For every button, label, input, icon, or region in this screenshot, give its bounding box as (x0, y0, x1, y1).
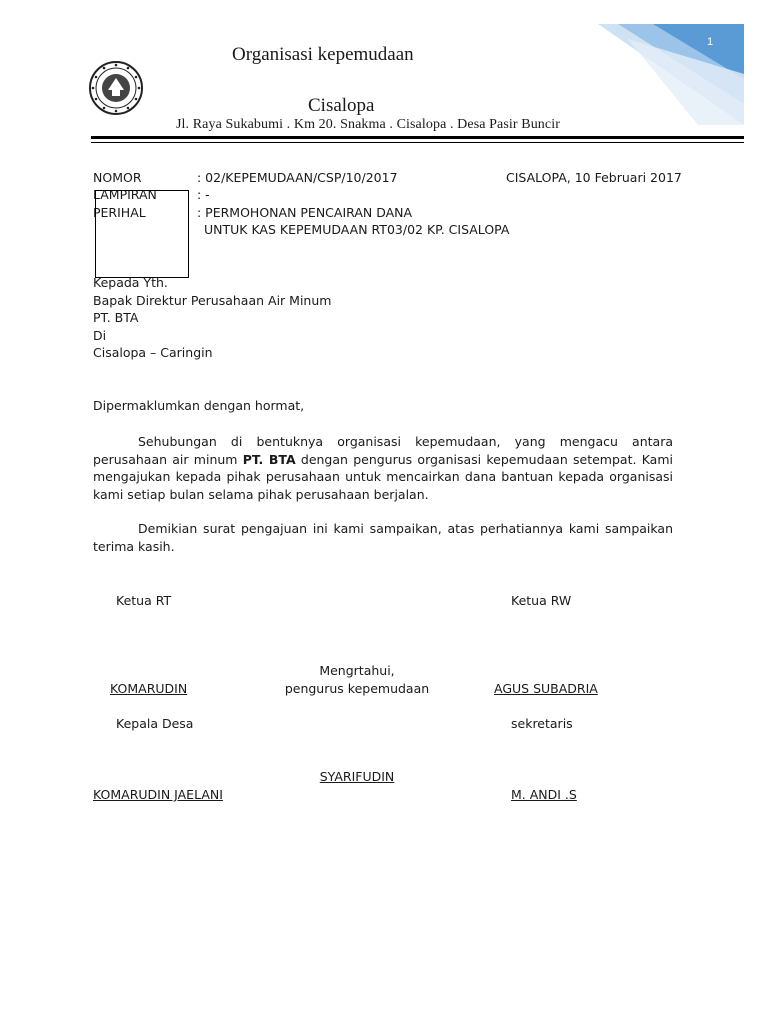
org-city: Cisalopa (308, 95, 375, 116)
perihal-value-2: UNTUK KAS KEPEMUDAAN RT03/02 KP. CISALOPA (204, 222, 510, 237)
pengurus-title: pengurus kepemudaan (284, 681, 430, 696)
lampiran-label: LAMPIRAN (93, 187, 157, 202)
header-rule-thin (91, 142, 744, 143)
ketua-rw-title: Ketua RW (511, 593, 572, 608)
lampiran-value: : - (197, 187, 210, 202)
sekretaris-title: sekretaris (511, 716, 573, 731)
pengurus-name: SYARIFUDIN (319, 769, 395, 784)
org-name: Organisasi kepemudaan (232, 44, 414, 65)
recipient-line-4: Di (93, 328, 107, 343)
recipient-line-2: Bapak Direktur Perusahaan Air Minum (93, 293, 332, 308)
sekretaris-name: M. ANDI .S (511, 787, 577, 802)
organization-emblem-icon (88, 60, 144, 116)
greeting: Dipermaklumkan dengan hormat, (93, 398, 305, 413)
org-address: Jl. Raya Sukabumi . Km 20. Snakma . Cisalopa . Desa Pasir Buncir (176, 117, 560, 132)
paragraph-1: Sehubungan di bentuknya organisasi kepemudaan, yang mengacu antara perusahaan air minum PT. BTA dengan pengurus organisasi kepemudaan setempat. Kami mengajukan kepada pihak perusahaan untuk mencairkan dana bantuan kepada organisasi kami setiap bulan selama pihak perusahaan berjalan. (93, 434, 673, 502)
page-number: 1 (707, 36, 714, 48)
nomor-label: NOMOR (93, 170, 142, 185)
header-rule-thick (91, 136, 744, 139)
recipient-line-1: Kepada Yth. (93, 275, 168, 290)
paragraph-2: Demikian surat pengajuan ini kami sampaikan, atas perhatiannya kami sampaikan terima kasih. (93, 521, 673, 554)
letter-date: CISALOPA, 10 Februari 2017 (506, 170, 682, 185)
perihal-label: PERIHAL (93, 205, 146, 220)
kepala-desa-title: Kepala Desa (116, 716, 194, 731)
perihal-value: : PERMOHONAN PENCAIRAN DANA (197, 205, 413, 220)
mengetahui-label: Mengrtahui, (319, 663, 395, 678)
ketua-rw-name: AGUS SUBADRIA (494, 681, 598, 696)
kepala-desa-name: KOMARUDIN JAELANI (93, 787, 223, 802)
ketua-rt-title: Ketua RT (116, 593, 172, 608)
nomor-value: : 02/KEPEMUDAAN/CSP/10/2017 (197, 170, 398, 185)
recipient-line-3: PT. BTA (93, 310, 139, 325)
company-name-bold: PT. BTA (242, 451, 296, 467)
stamp-box (95, 190, 189, 278)
ketua-rt-name: KOMARUDIN (110, 681, 188, 696)
corner-decoration (598, 24, 744, 125)
recipient-line-5: Cisalopa – Caringin (93, 345, 213, 360)
